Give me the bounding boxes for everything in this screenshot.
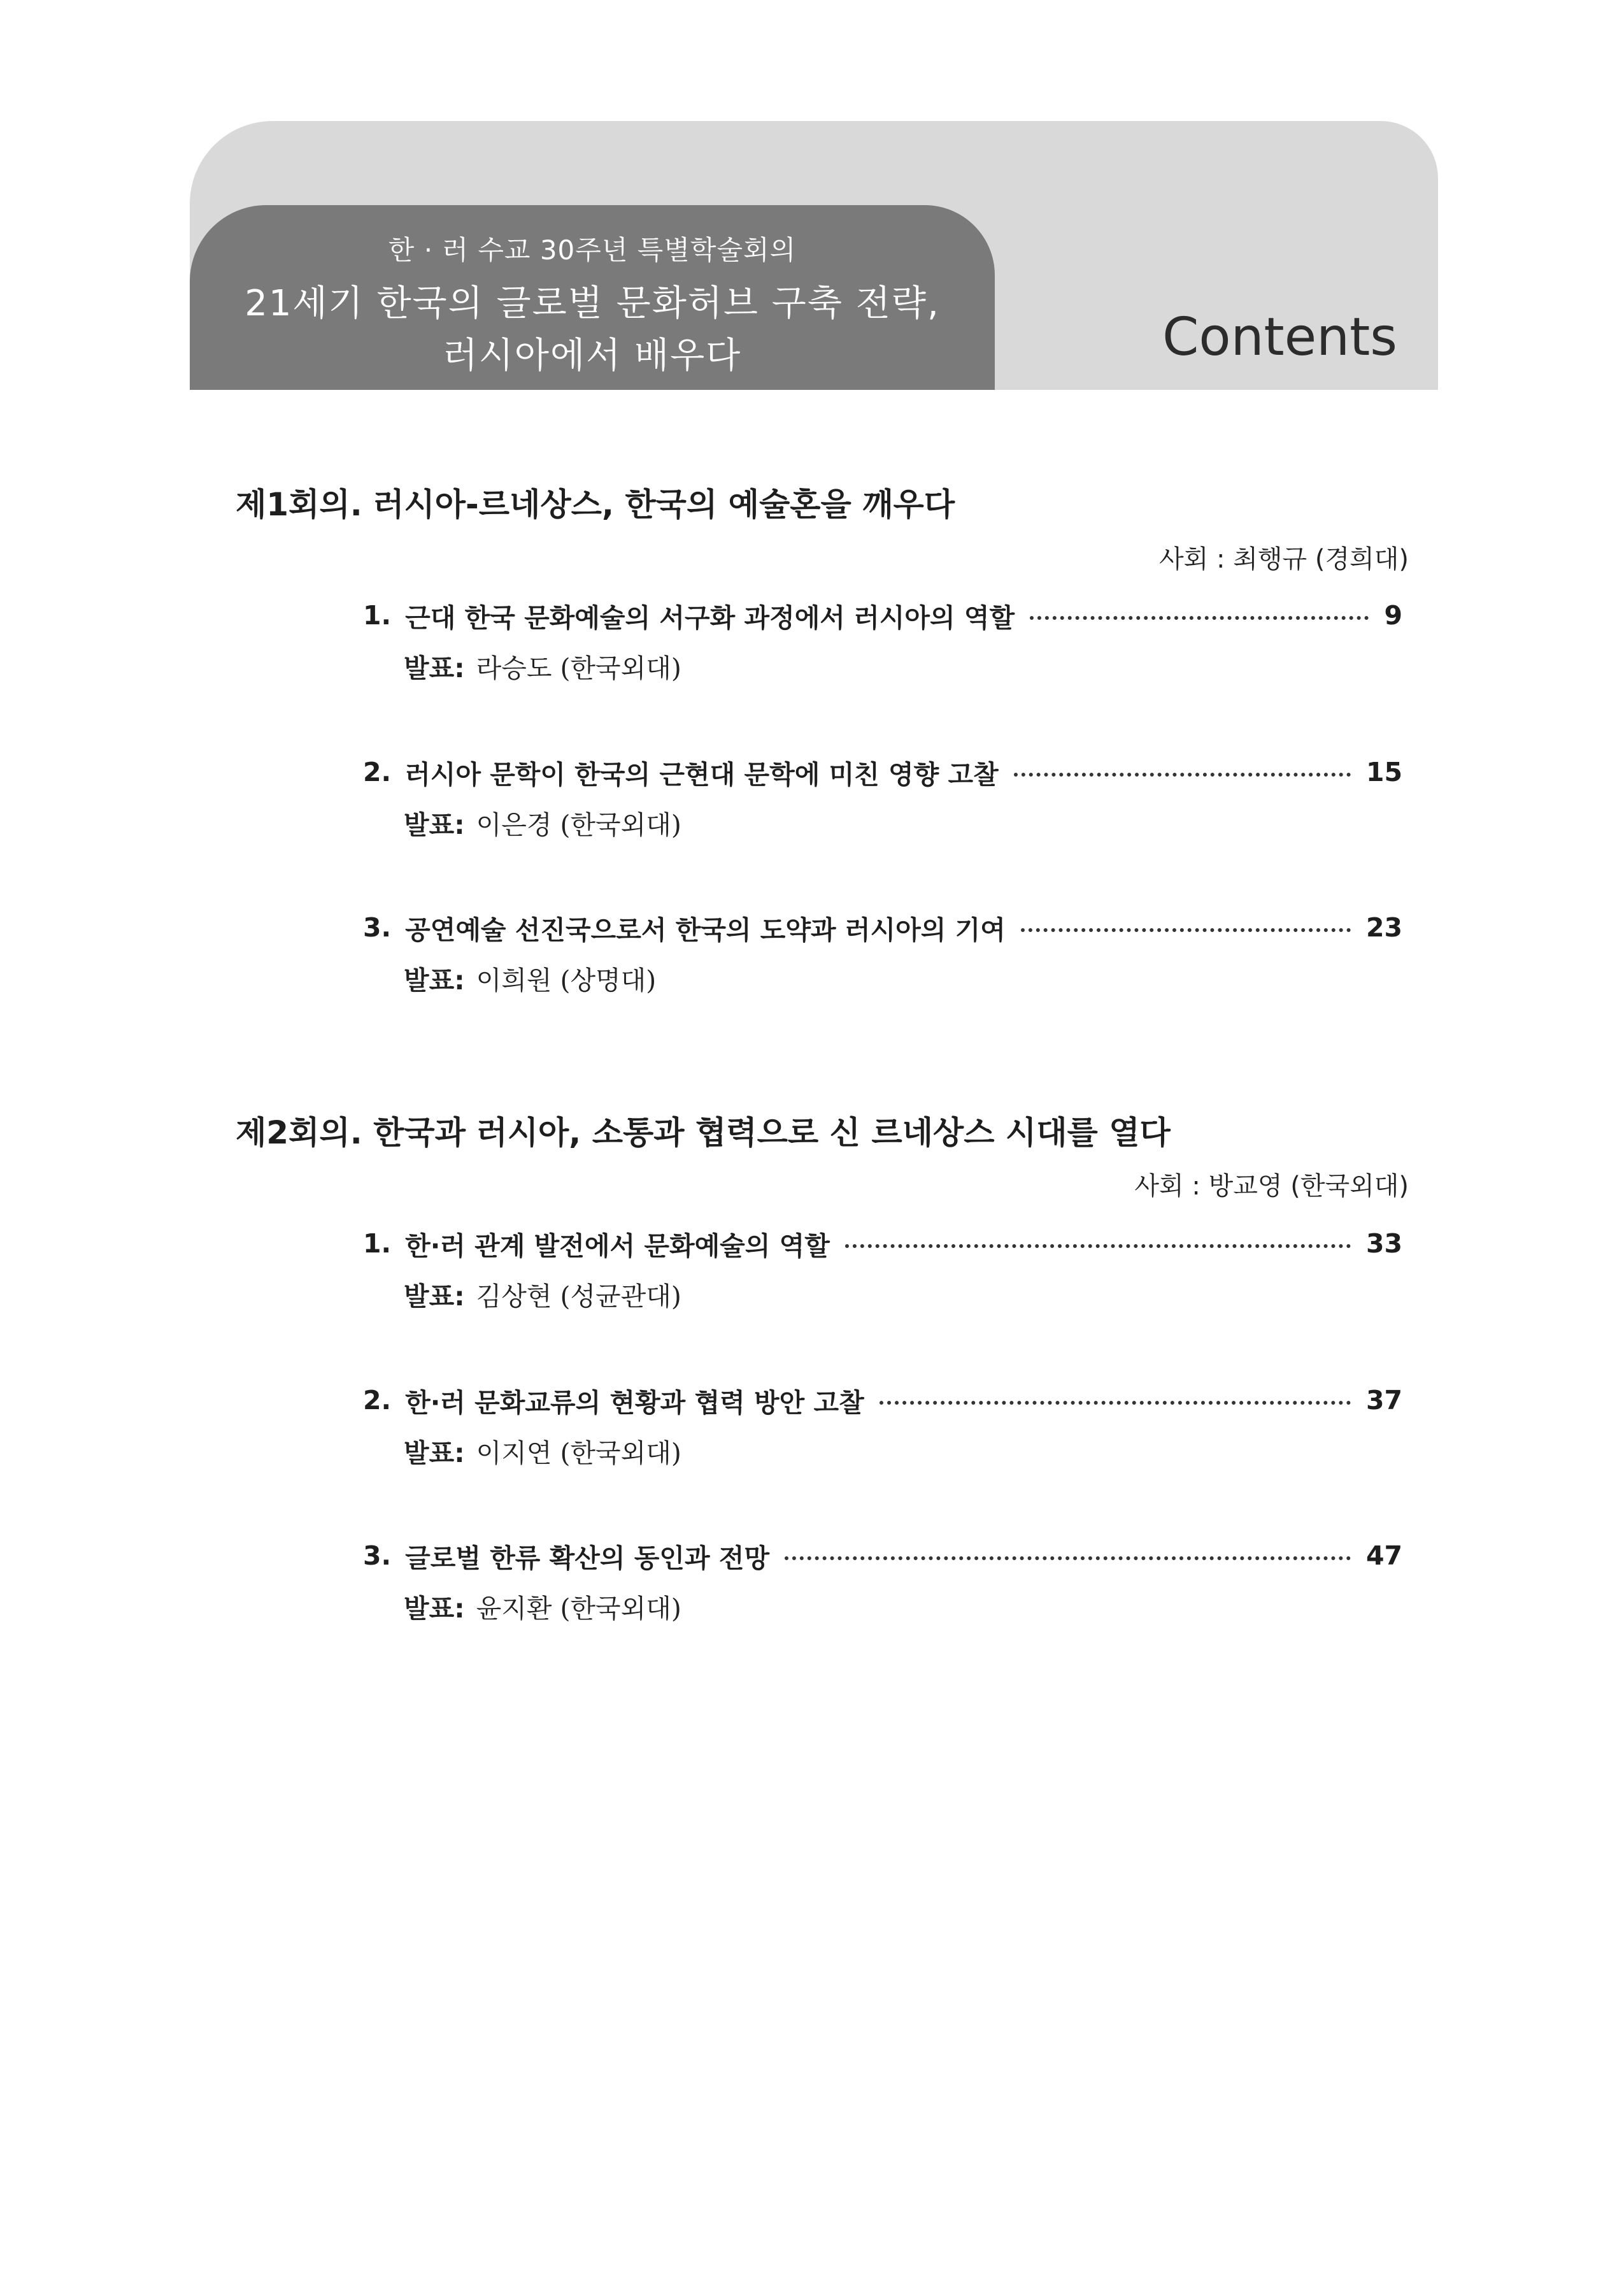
dot-leader	[845, 1244, 1351, 1248]
entry-number: 3.	[363, 912, 392, 943]
entry-title: 근대 한국 문화예술의 서구화 과정에서 러시아의 역할	[405, 602, 1015, 633]
header-subtitle: 한 · 러 수교 30주년 특별학술회의	[388, 234, 797, 266]
header-title-panel	[190, 205, 995, 390]
toc-entry-2-2[interactable]	[363, 1382, 1402, 1418]
entry-number: 2.	[363, 757, 392, 787]
toc-entry-1-2[interactable]	[363, 754, 1402, 790]
presenter-name: 이은경 (한국외대)	[476, 810, 681, 840]
toc-entry-1-3[interactable]	[363, 910, 1402, 945]
contents-label: Contents	[1162, 307, 1397, 368]
entry-number: 1.	[363, 600, 392, 631]
entry-page-number: 23	[1365, 912, 1402, 943]
entry-number: 3.	[363, 1540, 392, 1571]
dot-leader	[880, 1401, 1351, 1405]
session-1-moderator: 사회 : 최행규 (경희대)	[1159, 545, 1409, 574]
presenter-label: 발표:	[404, 965, 465, 996]
entry-page-number: 33	[1365, 1228, 1402, 1259]
entry-page-number: 37	[1365, 1385, 1402, 1416]
header-title-line2: 러시아에서 배우다	[443, 335, 742, 376]
entry-title: 한·러 문화교류의 현황과 협력 방안 고찰	[405, 1387, 864, 1418]
dot-leader	[785, 1556, 1351, 1560]
entry-title: 글로벌 한류 확산의 동인과 전망	[405, 1542, 770, 1574]
presenter-1-2	[404, 804, 681, 842]
toc-entry-1-1[interactable]	[363, 598, 1402, 633]
session-2-moderator: 사회 : 방교영 (한국외대)	[1134, 1172, 1409, 1201]
presenter-2-1	[404, 1275, 681, 1313]
presenter-label: 발표:	[404, 1281, 465, 1312]
presenter-name: 윤지환 (한국외대)	[476, 1593, 681, 1624]
entry-page-number: 15	[1365, 757, 1402, 787]
presenter-name: 이지연 (한국외대)	[476, 1438, 681, 1468]
dot-leader	[1021, 928, 1351, 932]
entry-title: 러시아 문학이 한국의 근현대 문학에 미친 영향 고찰	[405, 759, 999, 790]
presenter-name: 김상현 (성균관대)	[476, 1281, 681, 1312]
presenter-label: 발표:	[404, 810, 465, 840]
presenter-label: 발표:	[404, 1593, 465, 1624]
presenter-1-1	[404, 647, 681, 685]
presenter-name: 라승도 (한국외대)	[476, 653, 681, 684]
entry-number: 2.	[363, 1385, 392, 1416]
session-2-title: 제2회의. 한국과 러시아, 소통과 협력으로 신 르네상스 시대를 열다	[236, 1114, 1171, 1151]
presenter-1-3	[404, 959, 656, 997]
entry-page-number: 9	[1384, 600, 1402, 631]
toc-entry-2-1[interactable]	[363, 1226, 1402, 1261]
session-1-title: 제1회의. 러시아-르네상스, 한국의 예술혼을 깨우다	[236, 486, 955, 523]
presenter-label: 발표:	[404, 653, 465, 684]
entry-title: 공연예술 선진국으로서 한국의 도약과 러시아의 기여	[405, 914, 1006, 945]
dot-leader	[1030, 616, 1369, 620]
entry-number: 1.	[363, 1228, 392, 1259]
header-title-line1: 21세기 한국의 글로벌 문화허브 구축 전략,	[245, 283, 940, 324]
presenter-2-3	[404, 1588, 681, 1625]
presenter-name: 이희원 (상명대)	[476, 965, 657, 996]
entry-page-number: 47	[1365, 1540, 1402, 1571]
toc-entry-2-3[interactable]	[363, 1538, 1402, 1574]
presenter-label: 발표:	[404, 1438, 465, 1468]
presenter-2-2	[404, 1432, 681, 1470]
dot-leader	[1014, 773, 1351, 777]
entry-title: 한·러 관계 발전에서 문화예술의 역할	[405, 1230, 830, 1261]
